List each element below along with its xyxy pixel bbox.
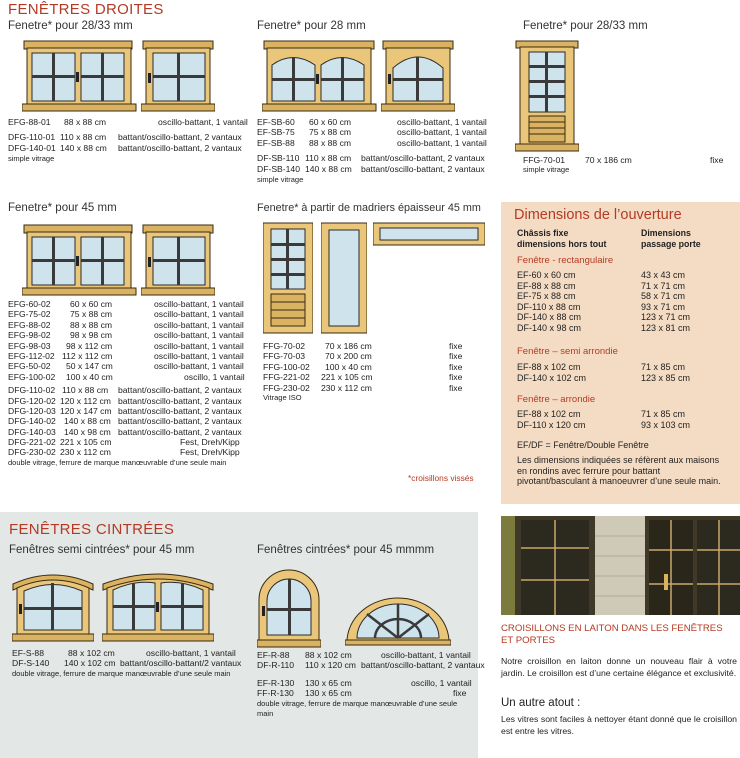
spec-note: double vitrage, ferrure de marque manœuvrable d’une seule main: [8, 457, 227, 467]
spec-row: DF-SB-140 140 x 88 cm battant/oscillo-battant, 2 vantaux: [257, 163, 485, 174]
half-round-window-illustration: [345, 596, 451, 646]
spec-note: Vitrage ISO: [263, 392, 302, 402]
spec-table-semi: [12, 648, 252, 679]
spec-row: FFG-70-01 70 x 186 cm fixe: [523, 155, 724, 165]
heading-g1: Fenetre* pour 28/33 mm: [8, 20, 133, 32]
arched-window-illustration: [257, 568, 321, 648]
croisillons-text: Notre croisillon en laiton donne un nouveau flair à votre jardin. Le croisillon est d’une certaine élégance et exclusivité.: [501, 656, 737, 678]
spec-row: DF-SB-110 110 x 88 cm battant/oscillo-battant, 2 vantaux: [257, 153, 485, 164]
spec-note: double vitrage, ferrure de marque manœuvrable d’une seule: [257, 698, 458, 708]
dimensions-legend: EF/DF = Fenêtre/Double Fenêtre: [517, 440, 649, 450]
semi-arched-window-illustration: [12, 564, 94, 642]
spec-table-g4: [8, 299, 248, 468]
section-title-droites: FENÊTRES DROITES: [8, 1, 164, 18]
semi-arched-double-window-illustration: [262, 40, 377, 112]
spec-row: DFG-120-02 120 x 112 cm battant/oscillo-battant, 2 vantaux: [8, 395, 242, 406]
spec-row: FFG-70-03 70 x 200 cm fixe: [263, 351, 463, 362]
spec-table-g1: [8, 117, 248, 165]
spec-row: FFG-100-02 100 x 40 cm fixe: [263, 361, 463, 372]
spec-row: EF-SB-88 88 x 88 cm oscillo-battant, 1 vantail: [257, 137, 487, 148]
section-title-cintrees: FENÊTRES CINTRÉES: [9, 521, 175, 538]
spec-row: DFG-110-01 110 x 88 cm battant/oscillo-battant, 2 vantaux: [8, 132, 242, 143]
spec-note: simple vitrage: [257, 174, 304, 184]
section-semi-arrondie: Fenêtre – semi arrondie: [517, 346, 618, 357]
section-arrondie: Fenêtre – arrondie: [517, 394, 596, 405]
spec-row: EFG-50-02 50 x 147 cm oscillo-battant, 1 vantail: [8, 361, 244, 372]
spec-row: EF-R-130 130 x 65 cm oscillo, 1 vantail: [257, 677, 472, 688]
section-rectangulaire: Fenêtre - rectangulaire: [517, 255, 614, 266]
spec-table-g5: [263, 341, 473, 403]
double-window-45mm-illustration: [22, 224, 137, 296]
spec-row: EFG-98-03 98 x 112 cm oscillo-battant, 1 vantail: [8, 340, 244, 351]
spec-row: FFG-230-02 230 x 112 cm fixe: [263, 382, 463, 393]
fixed-tall-window-illustration: [515, 40, 579, 152]
spec-row: DFG-140-03 140 x 98 cm battant/oscillo-battant, 2 vantaux: [8, 426, 242, 437]
spec-row: EF-R-88 88 x 102 cm oscillo-battant, 1 vantail: [257, 650, 471, 660]
spec-table-cintrees: [257, 650, 485, 719]
spec-row: EFG-112-02 112 x 112 cm oscillo-battant, 1 vantail: [8, 350, 244, 361]
photo-illustration: [501, 516, 740, 615]
heading-g5: Fenetre* à partir de madriers épaisseur 45 mm: [257, 202, 481, 214]
spec-row: FFG-70-02 70 x 186 cm fixe: [263, 341, 463, 351]
spec-row: EF-SB-75 75 x 88 cm oscillo-battant, 1 vantail: [257, 127, 487, 138]
dimensions-panel: Dimensions de l’ouverture Châssis fixe dimensions hors tout Dimensions passage porte Fenêtre - rectangulaire EF-60 x 60 cm 43 x 43 cm EF-88 x 88 cm 71 x 71 cm EF-75 x 88 cm 58 x 71 cm DF-110 x 88 cm 93 x 71 cm DF-140 x 88 cm 123 x 71 cm DF-140 x 98 cm 123 x 81 cm Fenêtre – semi arrondie EF-88 x 102 cm 71 x 85 cm DF-140 x 102 cm 123 x 85 cm Fenêtre – arrondie EF-88 x 102 cm 71 x 85 cm DF-110 x 120 cm 93 x 103 cm EF/DF = Fenêtre/Double Fenêtre Les dimensions indiquées se réfèrent aux maisons en rondins avec ferrure pour battant pivotant/basculant à manoeuvrer d’une seule main.: [501, 202, 740, 504]
croisillons-text-2: Les vitres sont faciles à nettoyer étant donné que le croisillon est entre les vitres.: [501, 714, 737, 736]
heading-g3: Fenetre* pour 28/33 mm: [523, 20, 648, 32]
spec-row: EFG-75-02 75 x 88 cm oscillo-battant, 1 vantail: [8, 309, 244, 320]
heading-g2: Fenetre* pour 28 mm: [257, 20, 366, 32]
croisillons-subtitle: Un autre atout :: [501, 697, 581, 709]
single-window-45mm-illustration: [141, 224, 215, 296]
double-window-illustration: [22, 40, 137, 112]
semi-arched-double-window-45mm-illustration: [102, 564, 214, 642]
dimensions-title: Dimensions de l’ouverture: [514, 207, 682, 223]
heading-semi-cintrees: Fenêtres semi cintrées* pour 45 mm: [9, 544, 195, 556]
spec-row: DF-R-110 110 x 120 cm battant/oscillo-battant, 2 vantaux: [257, 660, 485, 671]
spec-table-g2: [257, 117, 497, 185]
spec-row: DFG-230-02 230 x 112 cm Fest, Dreh/Kipp: [8, 447, 240, 458]
spec-row: DF-S-140 140 x 102 cm battant/oscillo-battant/2 vantaux: [12, 658, 242, 669]
single-window-illustration: [141, 40, 215, 112]
heading-g4: Fenetre* pour 45 mm: [8, 202, 117, 214]
spec-row: DFG-140-02 140 x 88 cm battant/oscillo-battant, 2 vantaux: [8, 416, 242, 427]
semi-arched-single-window-illustration: [381, 40, 455, 112]
spec-row: EFG-88-02 88 x 88 cm oscillo-battant, 1 vantail: [8, 319, 244, 330]
spec-row: FFG-221-02 221 x 105 cm fixe: [263, 372, 463, 383]
spec-note: simple vitrage: [523, 165, 570, 175]
spec-row: FF-R-130 130 x 65 cm fixe: [257, 688, 467, 699]
spec-row: EFG-98-02 98 x 98 cm oscillo-battant, 1 vantail: [8, 330, 244, 341]
spec-row: EFG-60-02 60 x 60 cm oscillo-battant, 1 vantail: [8, 299, 244, 309]
spec-row: DFG-140-01 140 x 88 cm battant/oscillo-battant, 2 vantaux: [8, 142, 242, 153]
col-header-passage: Dimensions passage porte: [641, 228, 701, 249]
spec-row: EF-S-88 88 x 102 cm oscillo-battant, 1 vantail: [12, 648, 236, 658]
fixed-transom-window-illustration: [373, 222, 485, 246]
fixed-log-window-plain-illustration: [321, 222, 367, 334]
cintrees-section: [0, 512, 485, 758]
fixed-log-window-tall-illustration: [263, 222, 313, 334]
spec-row: EFG-88-01 88 x 88 cm oscillo-battant, 1 vantail: [8, 117, 248, 127]
spec-row: EF-SB-60 60 x 60 cm oscillo-battant, 1 vantail: [257, 117, 487, 127]
spec-note: double vitrage, ferrure de marque manœuvrable d’une seule main: [12, 668, 231, 678]
brass-mullion-photo: [501, 516, 740, 615]
footnote-croisillons: *croisillons vissés: [408, 473, 474, 483]
spec-row: EFG-100-02 100 x 40 cm oscillo, 1 vantail: [8, 371, 245, 382]
spec-row: DFG-110-02 110 x 88 cm battant/oscillo-battant, 2 vantaux: [8, 385, 242, 396]
spec-row: DFG-221-02 221 x 105 cm Fest, Dreh/Kipp: [8, 437, 240, 448]
col-header-frame: Châssis fixe dimensions hors tout: [517, 228, 607, 249]
spec-note: simple vitrage: [8, 154, 55, 164]
dimensions-note: Les dimensions indiquées se réfèrent aux maisons en rondins avec ferrure pour battant pivotant/basculant à manoeuvrer d’une seule main.: [517, 455, 721, 487]
spec-note: main: [257, 708, 274, 718]
heading-cintrees: Fenêtres cintrées* pour 45 mmmm: [257, 544, 435, 556]
spec-table-g3: [523, 155, 733, 176]
spec-row: DFG-120-03 120 x 147 cm battant/oscillo-battant, 2 vantaux: [8, 405, 242, 416]
croisillons-title: CROISILLONS EN LAITON DANS LES FENÊTRES ET PORTES: [501, 623, 723, 646]
